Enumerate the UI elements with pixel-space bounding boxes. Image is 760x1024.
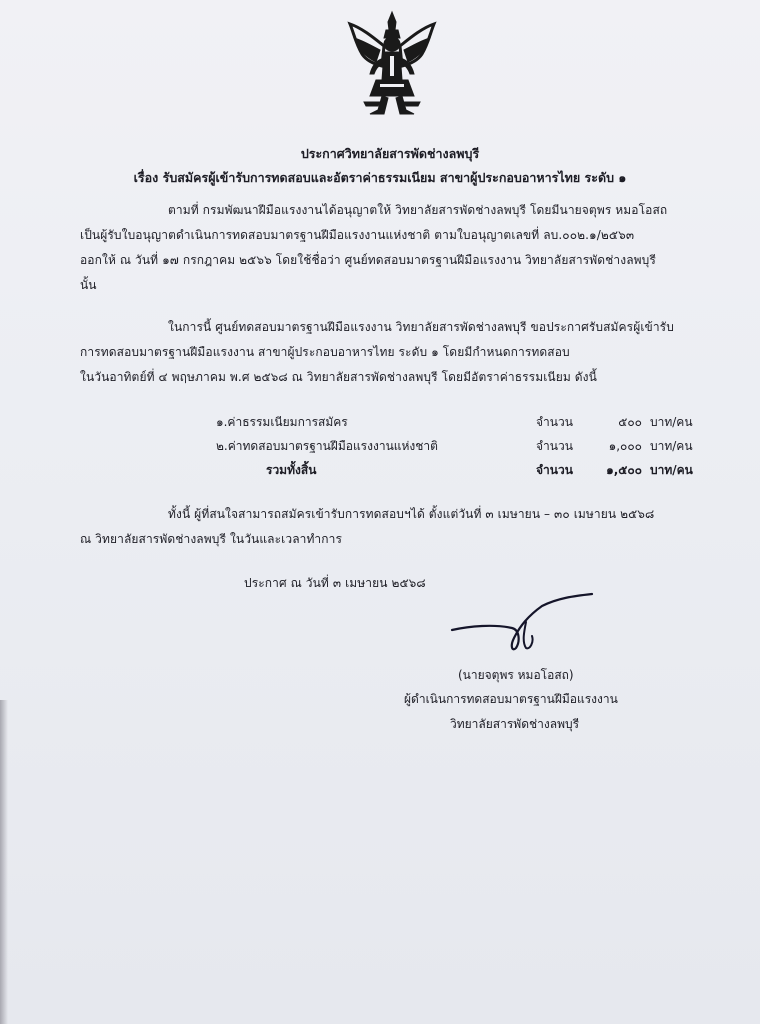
announcement-title: ประกาศวิทยาลัยสารพัดช่างลพบุรี — [300, 146, 480, 161]
fee-unit-test: บาท/คน — [650, 439, 693, 453]
signer-position: ผู้ดำเนินการทดสอบมาตรฐานฝีมือแรงงาน — [404, 692, 618, 706]
announcement-subject: เรื่อง รับสมัครผู้เข้ารับการทดสอบและอัตราค่าธรรมเนียม สาขาผู้ประกอบอาหารไทย ระดับ ๑ — [133, 170, 627, 185]
total-unit: บาท/คน — [650, 463, 693, 477]
para1-line-1: ตามที่ กรมพัฒนาฝีมือแรงงานได้อนุญาตให้ วิทยาลัยสารพัดช่างลพบุรี โดยมีนายจตุพร หมอโอสถ — [168, 203, 668, 217]
para1-line-4: นั้น — [80, 278, 97, 292]
total-label: รวมทั้งสิ้น — [266, 463, 317, 477]
para1-line-2: เป็นผู้รับใบอนุญาตดำเนินการทดสอบมาตรฐานฝีมือแรงงานแห่งชาติ ตามใบอนุญาตเลขที่ ลบ.๐๐๒.๑/๒๕๖๓ — [80, 228, 635, 242]
signer-organization: วิทยาลัยสารพัดช่างลพบุรี — [450, 717, 580, 731]
fee-label-application: ๑.ค่าธรรมเนียมการสมัคร — [216, 415, 348, 429]
para2-line-3: ในวันอาทิตย์ที่ ๔ พฤษภาคม พ.ศ ๒๕๖๘ ณ วิทยาลัยสารพัดช่างลพบุรี โดยมีอัตราค่าธรรมเนียม ดังนี้ — [80, 370, 597, 384]
fee-label-test: ๒.ค่าทดสอบมาตรฐานฝีมือแรงงานแห่งชาติ — [216, 439, 438, 453]
total-prefix: จำนวน — [536, 463, 573, 477]
announce-date: ประกาศ ณ วันที่ ๓ เมษายน ๒๕๖๘ — [244, 576, 426, 590]
fee-unit-application: บาท/คน — [650, 415, 693, 429]
fee-amount-test: ๑,๐๐๐ — [608, 439, 642, 453]
para1-line-3: ออกให้ ณ วันที่ ๑๗ กรกฎาคม ๒๕๖๖ โดยใช้ชื่อว่า ศูนย์ทดสอบมาตรฐานฝีมือแรงงาน วิทยาลัยสารพัดช่างลพบุรี — [80, 253, 656, 267]
page-edge-shadow — [0, 700, 8, 1024]
signer-name: (นายจตุพร หมอโอสถ) — [458, 668, 574, 682]
para2-line-2: การทดสอบมาตรฐานฝีมือแรงงาน สาขาผู้ประกอบอาหารไทย ระดับ ๑ โดยมีกำหนดการทดสอบ — [80, 345, 570, 359]
para3-line-2: ณ วิทยาลัยสารพัดช่างลพบุรี ในวันและเวลาทำการ — [80, 532, 343, 546]
fee-prefix-test: จำนวน — [536, 439, 573, 453]
garuda-emblem-icon — [344, 10, 440, 120]
para3-line-1: ทั้งนี้ ผู้ที่สนใจสามารถสมัครเข้ารับการทดสอบฯได้ ตั้งแต่วันที่ ๓ เมษายน – ๓๐ เมษายน ๒๕๖๘ — [168, 507, 655, 521]
total-amount: ๑,๕๐๐ — [606, 463, 642, 477]
signature-image — [450, 592, 600, 662]
fee-prefix-application: จำนวน — [536, 415, 573, 429]
para2-line-1: ในการนี้ ศูนย์ทดสอบมาตรฐานฝีมือแรงงาน วิทยาลัยสารพัดช่างลพบุรี ขอประกาศรับสมัครผู้เข้ารับ — [168, 320, 674, 334]
fee-amount-application: ๕๐๐ — [618, 415, 642, 429]
